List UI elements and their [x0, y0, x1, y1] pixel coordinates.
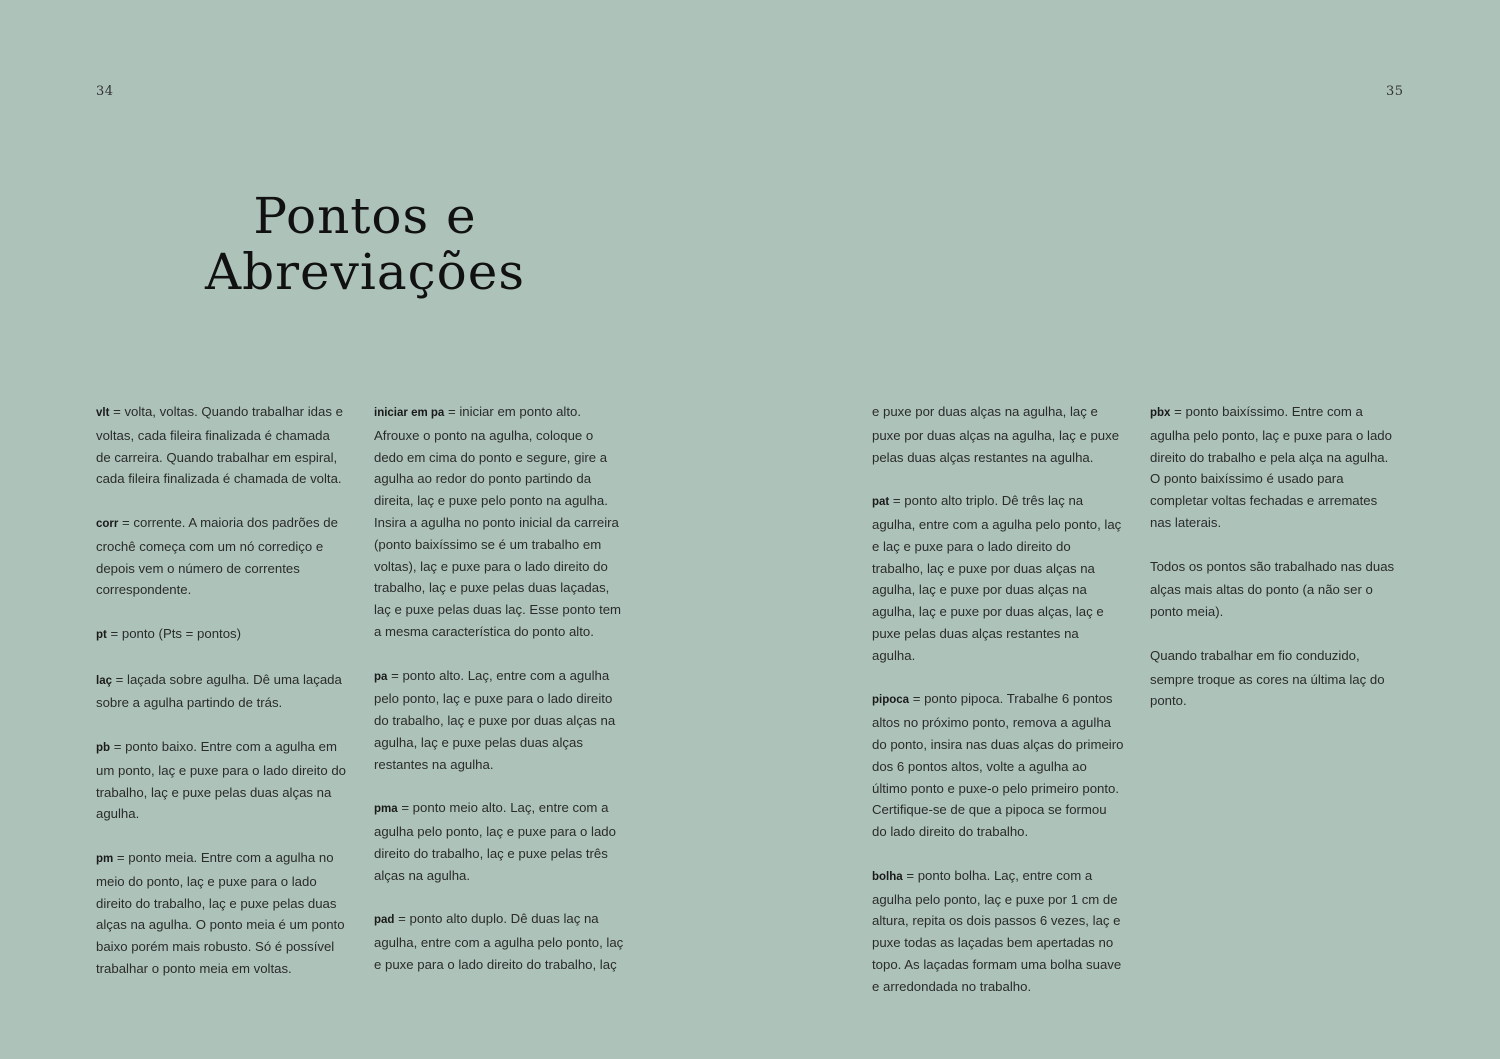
abbreviation-definition: = ponto baixo. Entre com a agulha em um ponto, laç e puxe para o lado direito do trabalho, laç e puxe pelas duas alças na agulha. [96, 738, 346, 822]
abbreviation-term: laç [96, 674, 112, 687]
page-number-left: 34 [96, 84, 114, 99]
abbreviation-entry [872, 865, 1124, 998]
abbreviation-definition: = ponto meia. Entre com a agulha no meio do ponto, laç e puxe para o lado direito do trabalho, laç e puxe pelas duas alças na agulha. O ponto meia é um ponto baixo porém mais robusto. Só é possível trabalhar o ponto meia em voltas. [96, 849, 345, 976]
column-3 [872, 401, 1124, 1019]
abbreviation-term: pipoca [872, 694, 910, 707]
note-text: Quando trabalhar em fio conduzido, sempre troque as cores na última laç do ponto. [1150, 647, 1385, 709]
abbreviation-term: pt [96, 628, 107, 641]
abbreviation-definition: = volta, voltas. Quando trabalhar idas e voltas, cada fileira finalizada é chamada de carreira. Quando trabalhar em espiral, cada fileira finalizada é chamada de volta. [96, 404, 343, 487]
abbreviation-term: pa [374, 670, 388, 683]
abbreviation-entry [96, 401, 348, 490]
abbreviation-term: pat [872, 496, 890, 509]
abbreviation-definition: = ponto bolha. Laç, entre com a agulha pelo ponto, laç e puxe por 1 cm de altura, repita os dois passos 6 vezes, laç e puxe todas as laçadas bem apertadas no topo. As laçadas formam uma bolha suave e arredondada no trabalho. [872, 867, 1122, 994]
abbreviation-entry [96, 847, 348, 980]
note-paragraph [1150, 556, 1402, 623]
abbreviation-entry [1150, 401, 1402, 534]
abbreviation-definition: = ponto pipoca. Trabalhe 6 pontos altos no próximo ponto, remova a agulha do ponto, insira nas duas alças do primeiro dos 6 pontos altos, volte a agulha ao último ponto e puxe-o pelo primeiro ponto. Certifique-se de que a pipoca se formou do lado direito do trabalho. [872, 691, 1124, 840]
abbreviation-entry [872, 401, 1124, 468]
abbreviation-entry [872, 688, 1124, 843]
abbreviation-term: vlt [96, 407, 110, 419]
abbreviation-term: pbx [1150, 407, 1171, 419]
abbreviation-term: corr [96, 517, 119, 530]
abbreviation-term: pad [374, 914, 395, 927]
page-title-line-2: Abreviações [204, 243, 525, 301]
abbreviation-term: bolha [872, 870, 903, 883]
abbreviation-definition: = corrente. A maioria dos padrões de crochê começa com um nó corrediço e depois vem o número de correntes correspondente. [96, 514, 338, 598]
note-paragraph [1150, 645, 1402, 712]
column-4 [1150, 401, 1402, 734]
abbreviation-definition: = laçada sobre agulha. Dê uma laçada sobre a agulha partindo de trás. [96, 671, 342, 711]
abbreviation-term: pb [96, 741, 111, 754]
page-number-right: 35 [1386, 84, 1404, 99]
abbreviation-definition: = ponto alto. Laç, entre com a agulha pelo ponto, laç e puxe para o lado direito do trabalho, laç e puxe por duas alças na agulha, laç e puxe pelas duas alças restantes na agulha. [374, 667, 616, 772]
note-text: Todos os pontos são trabalhado nas duas alças mais altas do ponto (a não ser o ponto meia). [1150, 558, 1395, 620]
abbreviation-definition: = ponto meio alto. Laç, entre com a agulha pelo ponto, laç e puxe para o lado direito do trabalho, laç e puxe pelas três alças na agulha. [374, 800, 616, 883]
abbreviation-term: pma [374, 803, 398, 816]
abbreviation-term: iniciar em pa [374, 407, 445, 419]
abbreviation-definition: = ponto baixíssimo. Entre com a agulha pelo ponto, laç e puxe para o lado direito do trabalho e pela alça na agulha. O ponto baixíssimo é usado para completar voltas fechadas e arremates nas laterais. [1150, 404, 1392, 530]
abbreviation-entry [872, 490, 1124, 666]
abbreviation-definition: = ponto alto triplo. Dê três laç na agulha, entre com a agulha pelo ponto, laç e laç e puxe para o lado direito do trabalho, laç e puxe por duas alças na agulha, laç e puxe por duas alças na agulha, laç e puxe por duas alças, laç e puxe pelas duas alças restantes na agulha. [872, 493, 1122, 663]
abbreviation-term: pm [96, 852, 114, 865]
abbreviation-entry [96, 623, 348, 647]
abbreviation-entry [374, 665, 626, 776]
abbreviation-definition: = ponto alto duplo. Dê duas laç na agulha, entre com a agulha pelo ponto, laç e puxe para o lado direito do trabalho, laç [374, 911, 624, 972]
column-1 [96, 401, 348, 1002]
page-title [200, 188, 530, 300]
abbreviation-definition: = iniciar em ponto alto. Afrouxe o ponto na agulha, coloque o dedo em cima do ponto e segure, gire a agulha ao redor do ponto partindo da direita, laç e puxe pelo ponto na agulha. Insira a agulha no ponto inicial da carreira (ponto baixíssimo se é um trabalho em voltas), laç e puxe para o lado direito do trabalho, laç e puxe pelas duas laçadas, laç e puxe pelas duas laç. Esse ponto tem a mesma característica do ponto alto. [374, 404, 622, 639]
abbreviation-definition: e puxe por duas alças na agulha, laç e puxe por duas alças na agulha, laç e puxe pelas duas alças restantes na agulha. [872, 404, 1120, 465]
abbreviation-entry [374, 797, 626, 886]
abbreviation-entry [96, 512, 348, 601]
page-title-line-1: Pontos e [253, 187, 477, 245]
column-2 [374, 401, 626, 998]
abbreviation-entry [96, 669, 348, 715]
abbreviation-definition: = ponto (Pts = pontos) [106, 625, 242, 641]
abbreviation-entry [374, 908, 626, 975]
abbreviation-entry [96, 736, 348, 825]
abbreviation-entry [374, 401, 626, 643]
